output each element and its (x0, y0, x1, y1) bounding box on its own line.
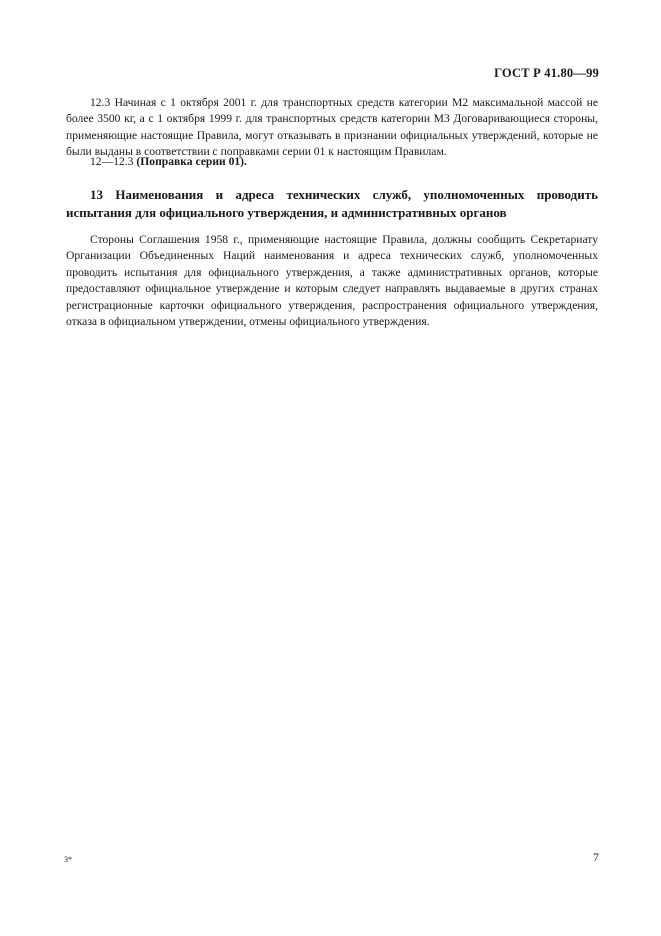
amendment-series-label: (Поправка серии 01). (136, 155, 247, 168)
section-13-heading: 13 Наименования и адреса технических служб, уполномоченных проводить испытания для официального утверждения, и административных органов (66, 187, 598, 220)
paragraph-12-3-block (66, 95, 598, 161)
amendment-note (66, 154, 598, 170)
document-code-header: ГОСТ Р 41.80—99 (494, 66, 599, 80)
amendment-note-block (66, 154, 598, 170)
sheet-mark: 3* (64, 855, 72, 864)
paragraph-12-3: 12.3 Начиная с 1 октября 2001 г. для транспортных средств категории М2 максимальной массой не более 3500 кг, а с 1 октября 1999 г. для транспортных средств категории М3 Договаривающиеся стороны, применяющие настоящие Правила, могут отказывать в признании официальных утверждений, которые не были выданы в соответствии с поправками серии 01 к настоящим Правилам. (66, 96, 598, 159)
amendment-reference: 12—12.3 (90, 155, 134, 168)
page-number: 7 (593, 850, 599, 864)
paragraph-13-block (66, 232, 598, 330)
paragraph-13: Стороны Соглашения 1958 г., применяющие настоящие Правила, должны сообщить Секретариату Организации Объединенных Наций наименования и адреса технических служб, уполномоченных проводить испытания для официального утверждения, а также административных органов, которые предоставляют официальное утверждение и которым следует направлять выдаваемые в других странах регистрационные карточки официального утверждения, распространения официального утверждения, отказа в официальном утверждении, отмены официального утверждения. (66, 233, 598, 329)
